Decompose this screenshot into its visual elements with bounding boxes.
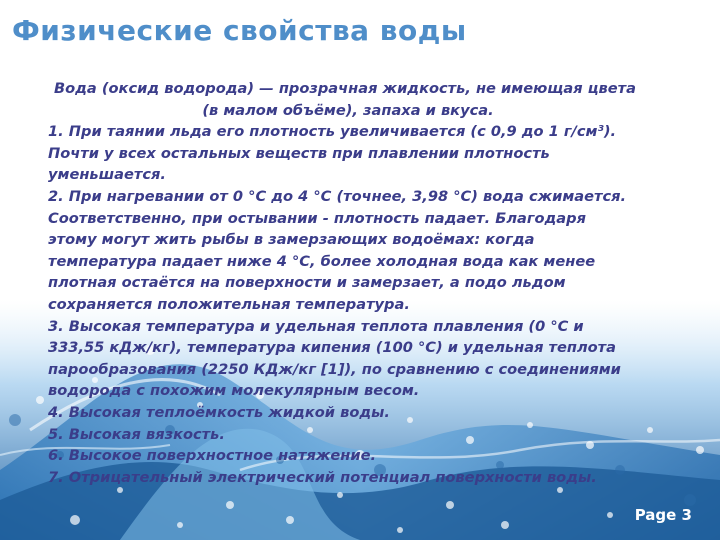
text-line: сохраняется положительная температура. xyxy=(48,295,410,313)
slide-title: Физические свойства воды xyxy=(12,14,467,47)
text-line: этому могут жить рыбы в замерзающих водоёмах: когда xyxy=(48,231,535,249)
text-line: 5. Высокая вязкость. xyxy=(48,425,225,443)
text-line: водорода с похожим молекулярным весом. xyxy=(48,382,420,400)
body-text xyxy=(48,78,688,488)
text-line: парообразования (2250 КДж/кг [1]), по сравнению с соединениями xyxy=(48,360,621,378)
intro-line: (в малом объёме), запаха и вкуса. xyxy=(202,101,494,119)
text-line: плотная остаётся на поверхности и замерзает, а подо льдом xyxy=(48,274,566,292)
text-line: 3. Высокая температура и удельная теплота плавления (0 °С и xyxy=(48,317,584,335)
text-line: 1. При таянии льда его плотность увеличивается (с 0,9 до 1 г/см³). xyxy=(48,123,617,141)
text-line: уменьшается. xyxy=(48,166,166,184)
page-number: Page 3 xyxy=(634,506,692,524)
text-line: Соответственно, при остывании - плотность падает. Благодаря xyxy=(48,209,586,227)
text-line: Почти у всех остальных веществ при плавлении плотность xyxy=(48,144,550,162)
intro-line: Вода (оксид водорода) — прозрачная жидкость, не имеющая цвета xyxy=(54,80,636,97)
text-line: 2. При нагревании от 0 °С до 4 °С (точнее, 3,98 °С) вода сжимается. xyxy=(48,187,627,205)
text-line: 4. Высокая теплоёмкость жидкой воды. xyxy=(48,403,390,421)
text-line: температура падает ниже 4 °С, более холодная вода как менее xyxy=(48,252,596,270)
text-line: 7. Отрицательный электрический потенциал поверхности воды. xyxy=(48,468,597,486)
text-line: 333,55 кДж/кг), температура кипения (100 °С) и удельная теплота xyxy=(48,339,616,357)
text-line: 6. Высокое поверхностное натяжение. xyxy=(48,447,377,465)
